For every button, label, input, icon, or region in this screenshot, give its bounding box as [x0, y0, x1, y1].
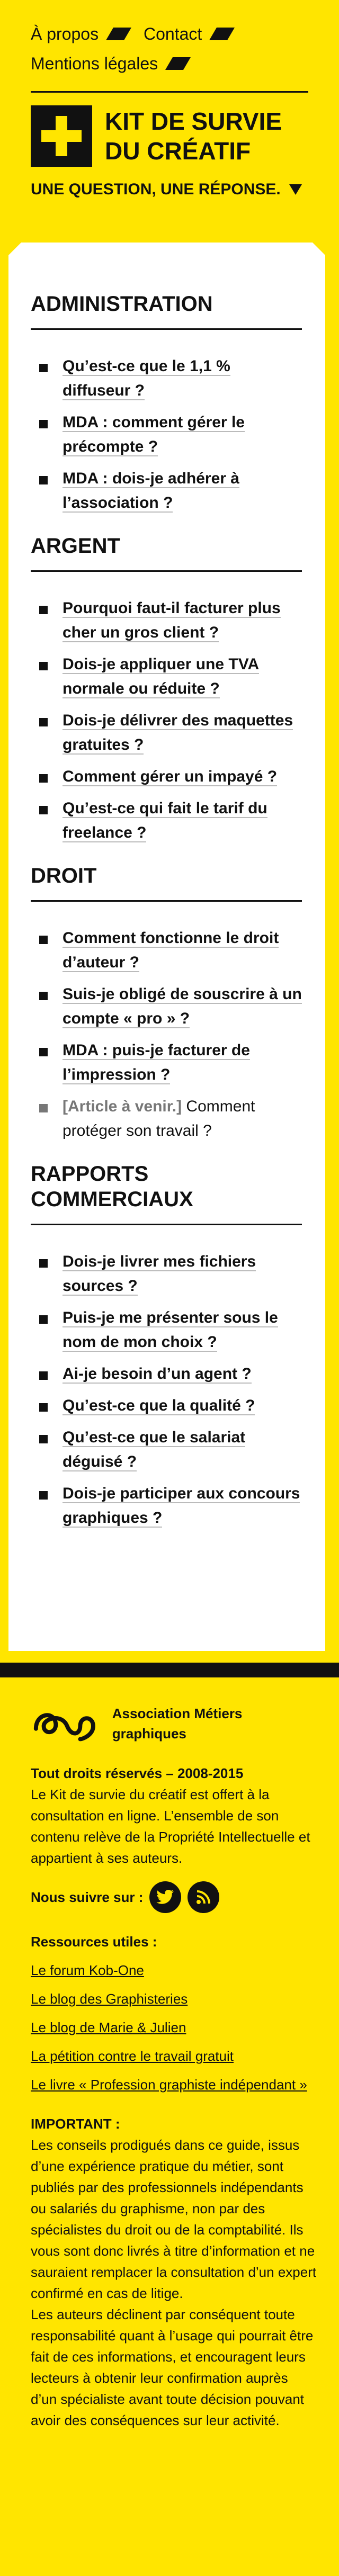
- section-divider: [31, 900, 302, 902]
- resource-link[interactable]: Le blog des Graphisteries: [31, 1991, 188, 2007]
- nav-legal-label[interactable]: Mentions légales: [31, 54, 158, 73]
- nav-legal[interactable]: [31, 49, 191, 78]
- question-link[interactable]: Pourquoi faut-il facturer plus cher un gros client ?: [63, 599, 281, 641]
- section-administration: [31, 291, 302, 515]
- section-argent: [31, 533, 302, 845]
- association-logo-icon: [31, 1702, 99, 1745]
- section-title: DROIT: [31, 864, 97, 887]
- association-name: Association Métiers graphiques: [112, 1706, 243, 1742]
- question-link[interactable]: MDA : comment gérer le précompte ?: [63, 414, 245, 455]
- top-nav: [31, 19, 308, 78]
- nav-contact-label[interactable]: Contact: [143, 24, 202, 43]
- resource-link[interactable]: La pétition contre le travail gratuit: [31, 2048, 234, 2064]
- section-divider: [31, 1224, 302, 1225]
- list-item: [31, 1394, 302, 1418]
- list-item: [31, 1038, 302, 1087]
- list-item: [31, 1482, 302, 1530]
- site-title-line1: KIT DE SURVIE: [105, 107, 282, 135]
- question-link[interactable]: Qu’est-ce que le 1,1 % diffuseur ?: [63, 357, 230, 399]
- caret-down-icon: [289, 184, 302, 195]
- section-title: RAPPORTS COMMERCIAUX: [31, 1162, 193, 1211]
- nav-about[interactable]: [31, 19, 131, 49]
- tagline-toggle[interactable]: [31, 181, 308, 199]
- question-link[interactable]: MDA : puis-je facturer de l’impression ?: [63, 1042, 250, 1083]
- slash-icon: [165, 57, 191, 70]
- list-item: [31, 765, 302, 789]
- question-link[interactable]: Ai-je besoin d’un agent ?: [63, 1365, 252, 1383]
- panel-fold-left: [8, 243, 21, 255]
- important-block: [31, 2113, 317, 2431]
- list-item: [31, 466, 302, 515]
- list-item: [31, 982, 302, 1031]
- tagline-text: UNE QUESTION, UNE RÉPONSE.: [31, 181, 281, 198]
- first-aid-cross-icon: [31, 105, 92, 167]
- question-list: [31, 1250, 302, 1530]
- list-item: [31, 410, 302, 459]
- list-item: [31, 1362, 302, 1386]
- list-item: [31, 596, 302, 645]
- question-link[interactable]: Suis-je obligé de souscrire à un compte « pro » ?: [63, 985, 302, 1027]
- section-droit: [31, 863, 302, 1143]
- rss-icon[interactable]: [188, 1881, 219, 1913]
- important-text-1: Les conseils prodigués dans ce guide, issus d’une expérience pratique du métier, sont publiés par des professionnels indépendants ou salariés du graphisme, non par des spécialistes du droit ou de la comptabilité. Ils vous sont donc livrés à titre d’information et ne sauraient remplacer la consultation d’un expert confirmé en cas de litige.: [31, 2137, 317, 2301]
- section-divider: [31, 328, 302, 330]
- resource-link[interactable]: Le forum Kob-One: [31, 1962, 144, 1978]
- important-title: IMPORTANT :: [31, 2116, 120, 2132]
- section-divider: [31, 570, 302, 572]
- resource-link[interactable]: Le blog de Marie & Julien: [31, 2019, 186, 2035]
- list-item: [31, 796, 302, 845]
- question-link[interactable]: Comment fonctionne le droit d’auteur ?: [63, 929, 279, 971]
- resources-list: [31, 1960, 317, 2095]
- list-item-upcoming: [31, 1094, 302, 1143]
- important-text-2: Les auteurs déclinent par conséquent toute responsabilité quant à l’usage qui pourrait être fait de ces informations, et encouragent leurs lecteurs à obtenir leur confirmation auprès d’un spécialiste avant toute décision pouvant avoir des conséquences sur leur activité.: [31, 2306, 314, 2428]
- panel-fold-right: [313, 243, 325, 255]
- question-link[interactable]: Dois-je délivrer des maquettes gratuites ?: [63, 712, 293, 753]
- footer-divider-bar: [0, 1663, 339, 1677]
- nav-about-label[interactable]: À propos: [31, 24, 99, 43]
- question-link[interactable]: Qu’est-ce qui fait le tarif du freelance ?: [63, 800, 267, 841]
- question-link[interactable]: Comment gérer un impayé ?: [63, 768, 278, 785]
- follow-us: [31, 1881, 317, 1913]
- list-item: [31, 1425, 302, 1474]
- twitter-icon[interactable]: [149, 1881, 181, 1913]
- question-link[interactable]: MDA : dois-je adhérer à l’association ?: [63, 470, 239, 511]
- resource-link[interactable]: Le livre « Profession graphiste indépendant »: [31, 2077, 307, 2093]
- rights-title: Tout droits réservés – 2008-2015: [31, 1765, 244, 1781]
- question-list: [31, 596, 302, 845]
- question-list: [31, 926, 302, 1143]
- rights-block: [31, 1763, 317, 1869]
- follow-label: Nous suivre sur :: [31, 1889, 144, 1905]
- list-item: [31, 708, 302, 757]
- question-link[interactable]: Dois-je participer aux concours graphiques ?: [63, 1485, 300, 1527]
- site-title-line2: DU CRÉATIF: [105, 137, 251, 165]
- section-rapports-commerciaux: [31, 1161, 302, 1530]
- resources-title: Ressources utiles :: [31, 1934, 157, 1950]
- site-header: [0, 0, 339, 199]
- question-list: [31, 354, 302, 515]
- question-link[interactable]: Dois-je appliquer une TVA normale ou réduite ?: [63, 656, 260, 697]
- section-title: ARGENT: [31, 534, 120, 558]
- list-item: [31, 354, 302, 403]
- nav-contact[interactable]: [144, 19, 235, 49]
- list-item: [31, 1250, 302, 1298]
- association-block[interactable]: [31, 1702, 317, 1745]
- list-item: [31, 652, 302, 701]
- question-link[interactable]: Dois-je livrer mes fichiers sources ?: [63, 1253, 256, 1295]
- list-item: [31, 1306, 302, 1354]
- upcoming-text: Comment protéger son travail ?: [63, 1098, 255, 1139]
- list-item: [31, 926, 302, 975]
- upcoming-tag: [Article à venir.]: [63, 1098, 182, 1115]
- slash-icon: [106, 28, 131, 40]
- brand[interactable]: [31, 105, 308, 167]
- questions-panel: [8, 243, 325, 1651]
- slash-icon: [209, 28, 235, 40]
- rights-text: Le Kit de survie du créatif est offert à la consultation en ligne. L’ensemble de son contenu relève de la Propriété Intellectuelle et appartient à ses auteurs.: [31, 1787, 310, 1866]
- header-divider: [31, 91, 308, 93]
- question-link[interactable]: Qu’est-ce que le salariat déguisé ?: [63, 1429, 246, 1470]
- question-link[interactable]: Qu’est-ce que la qualité ?: [63, 1397, 255, 1414]
- site-footer: [31, 1702, 317, 2431]
- section-title: ADMINISTRATION: [31, 292, 213, 316]
- site-title: [105, 106, 282, 166]
- question-link[interactable]: Puis-je me présenter sous le nom de mon choix ?: [63, 1309, 278, 1351]
